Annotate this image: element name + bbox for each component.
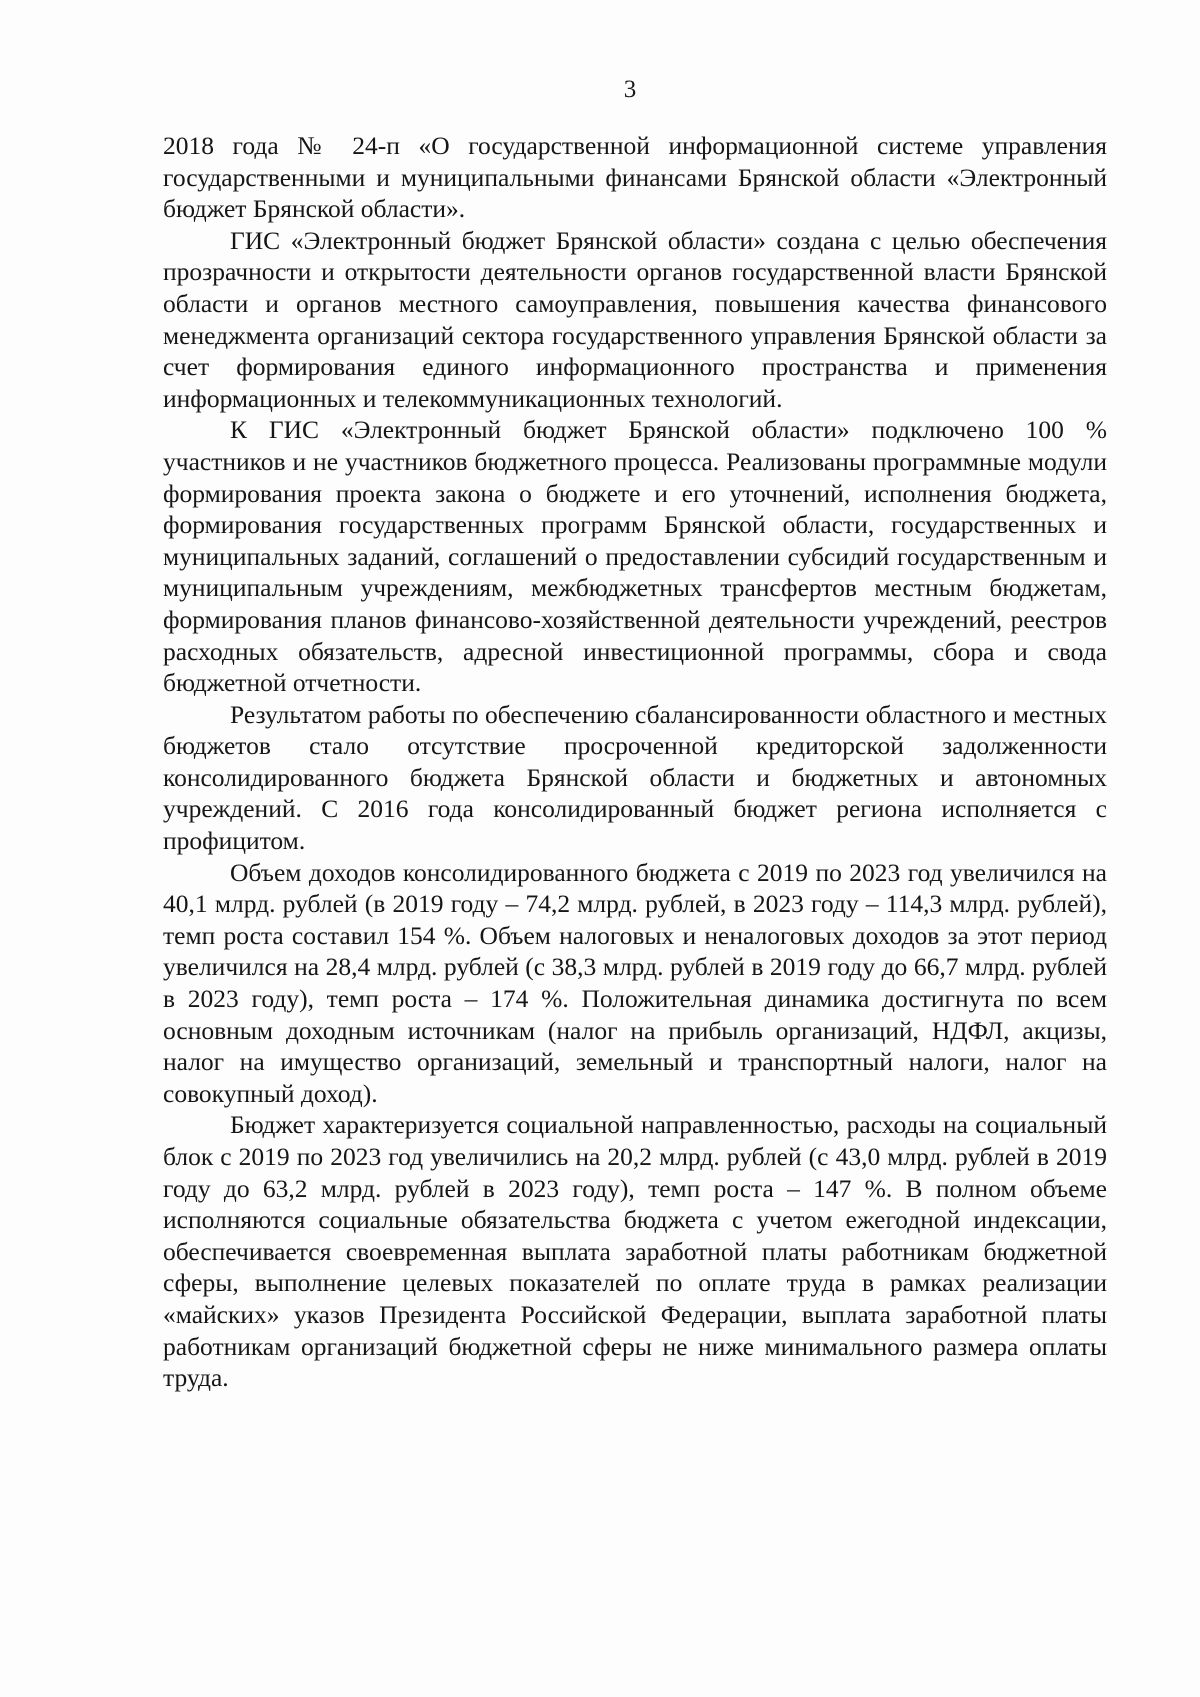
paragraph-gis-modules: К ГИС «Электронный бюджет Брянской области» подключено 100 % участников и не участников бюджетного процесса. Реализованы программные модули формирования проекта закона о бюджете и его уточнений, исполнения бюджета, формирования государственных программ Брянской области, государственных и муниципальных заданий, соглашений о предоставлении субсидий государственным и муниципальным учреждениям, межбюджетных трансфертов местным бюджетам, формирования планов финансово-хозяйственной деятельности учреждений, реестров расходных обязательств, адресной инвестиционной программы, сбора и свода бюджетной отчетности. [163, 415, 1107, 698]
document-body [163, 130, 1107, 1394]
paragraph-social-spending: Бюджет характеризуется социальной направленностью, расходы на социальный блок с 2019 по 2023 год увеличились на 20,2 млрд. рублей (с 43,0 млрд. рублей в 2019 году до 63,2 млрд. рублей в 2023 году), темп роста – 147 %. В полном объеме исполняются социальные обязательства бюджета с учетом ежегодной индексации, обеспечивается своевременная выплата заработной платы работникам бюджетной сферы, выполнение целевых показателей по оплате труда в рамках реализации «майских» указов Президента Российской Федерации, выплата заработной платы работникам организаций бюджетной сферы не ниже минимального размера оплаты труда. [163, 1110, 1107, 1393]
paragraph-budget-balance: Результатом работы по обеспечению сбалансированности областного и местных бюджетов стало отсутствие просроченной кредиторской задолженности консолидированного бюджета Брянской области и бюджетных и автономных учреждений. С 2016 года консолидированный бюджет региона исполняется с профицитом. [163, 699, 1107, 856]
paragraph-gis-purpose: ГИС «Электронный бюджет Брянской области» создана с целью обеспечения прозрачности и открытости деятельности органов государственной власти Брянской области и органов местного самоуправления, повышения качества финансового менеджмента организаций сектора государственного управления Брянской области за счет формирования единого информационного пространства и применения информационных и телекоммуникационных технологий. [163, 225, 1107, 413]
paragraph-continuation: 2018 года № 24-п «О государственной информационной системе управления государственными и муниципальными финансами Брянской области «Электронный бюджет Брянской области». [163, 131, 1107, 224]
page-number: 3 [623, 76, 637, 103]
paragraph-revenue: Объем доходов консолидированного бюджета с 2019 по 2023 год увеличился на 40,1 млрд. рублей (в 2019 году – 74,2 млрд. рублей, в 2023 году – 114,3 млрд. рублей), темп роста составил 154 %. Объем налоговых и неналоговых доходов за этот период увеличился на 28,4 млрд. рублей (с 38,3 млрд. рублей в 2019 году до 66,7 млрд. рублей в 2023 году), темп роста – 174 %. Положительная динамика достигнута по всем основным доходным источникам (налог на прибыль организаций, НДФЛ, акцизы, налог на имущество организаций, земельный и транспортный налоги, налог на совокупный доход). [163, 857, 1107, 1108]
